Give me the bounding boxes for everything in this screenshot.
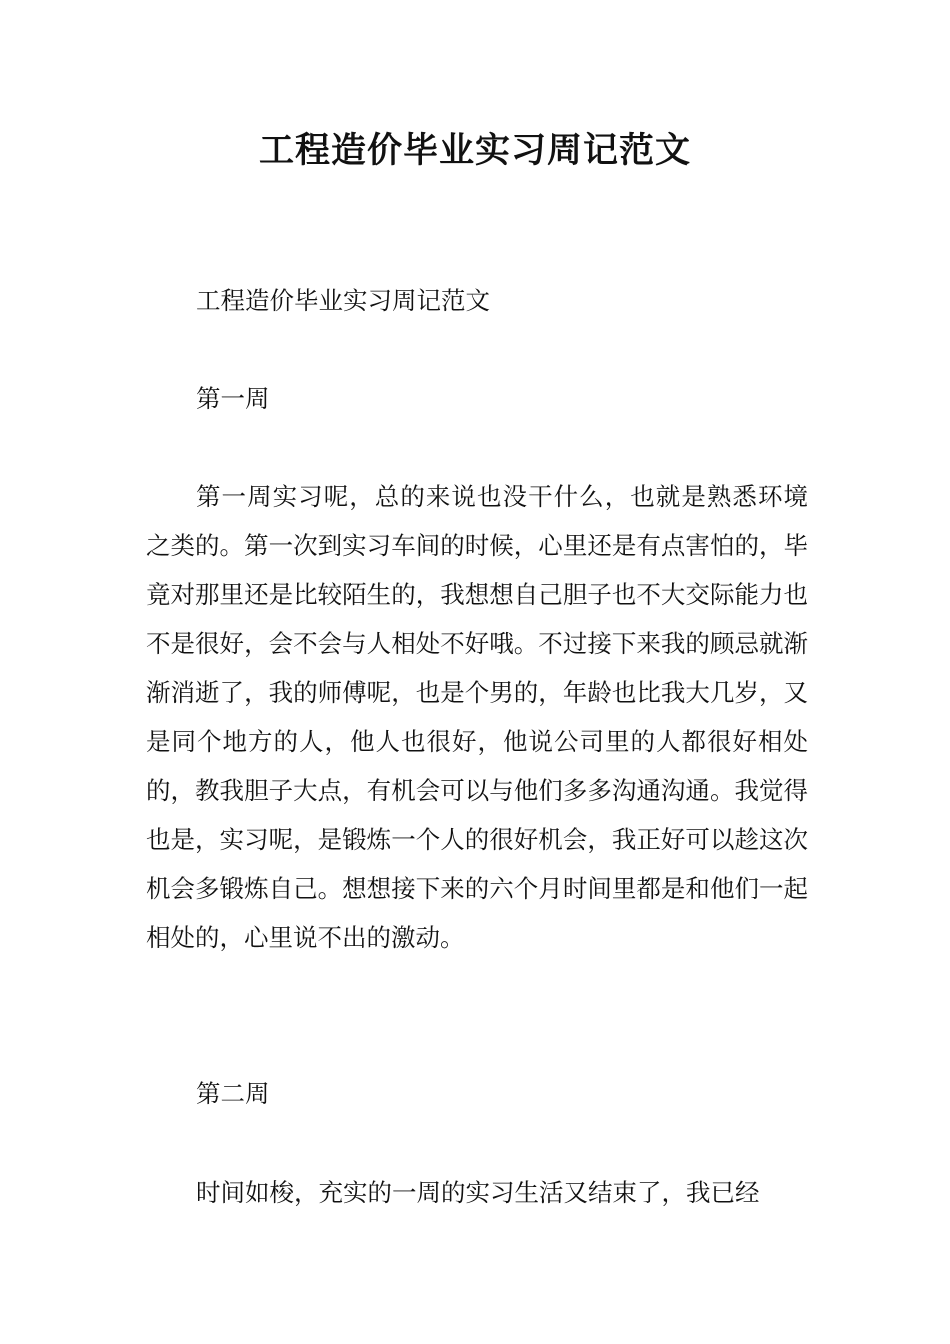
document-title: 工程造价毕业实习周记范文 <box>258 130 691 171</box>
week-two-paragraph: 时间如梭，充实的一周的实习生活又结束了，我已经 <box>196 1178 760 1207</box>
week-two-heading: 第二周 <box>196 1079 270 1108</box>
week-one-heading: 第一周 <box>196 384 270 413</box>
week-one-paragraph: 第一周实习呢，总的来说也没干什么，也就是熟悉环境之类的。第一次到实习车间的时候，心里还是有点害怕的，毕竟对那里还是比较陌生的，我想想自己胆子也不大交际能力也不是很好，会不会与人相处不好哦。不过接下来我的顾忌就渐渐消逝了，我的师傅呢，也是个男的，年龄也比我大几岁，又是同个地方的人，他人也很好，他说公司里的人都很好相处的，教我胆子大点，有机会可以与他们多多沟通沟通。我觉得也是，实习呢，是锻炼一个人的很好机会，我正好可以趁这次机会多锻炼自己。想想接下来的六个月时间里都是和他们一起相处的，心里说不出的激动。 <box>146 482 808 952</box>
subtitle-paragraph: 工程造价毕业实习周记范文 <box>196 286 490 315</box>
